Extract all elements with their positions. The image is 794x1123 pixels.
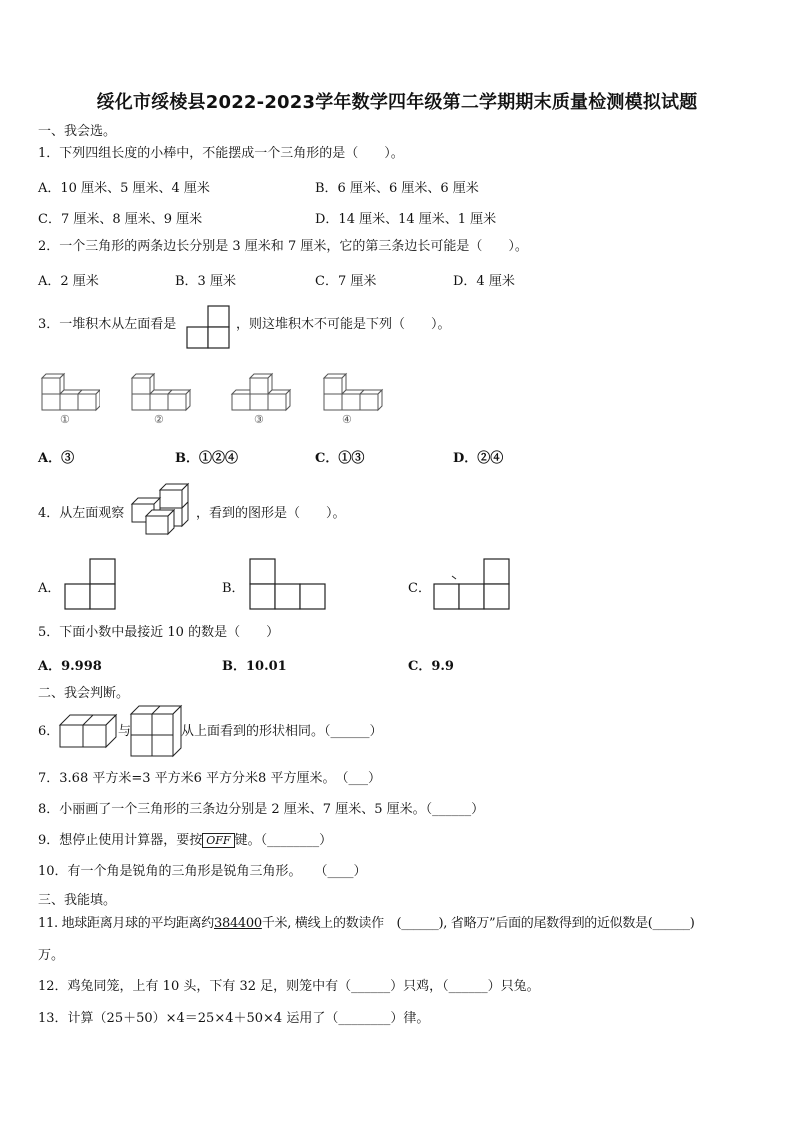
- question-10: 10．有一个角是锐角的三角形是锐角三角形。 （____）: [38, 864, 367, 879]
- page-title: 绥化市绥棱县2022-2023学年数学四年级第二学期期末质量检测模拟试题: [96, 92, 698, 113]
- q1-option-c[interactable]: C．7 厘米、8 厘米、9 厘米: [38, 212, 203, 227]
- figure-3-label: ③: [254, 413, 264, 426]
- q1-option-d[interactable]: D．14 厘米、14 厘米、1 厘米: [315, 212, 497, 227]
- question-9-suffix: 键。（________）: [234, 833, 333, 848]
- question-11-suffix: 千米, 横线上的数读作 (______), 省略万”后面的尾数得到的近似数是(______): [261, 916, 695, 931]
- q4-option-a[interactable]: A．: [38, 581, 61, 596]
- question-9: [38, 832, 332, 850]
- question-2: 2．一个三角形的两条边长分别是 3 厘米和 7 厘米，它的第三条边长可能是（ ）。: [38, 239, 528, 254]
- q5-option-c[interactable]: C．9.9: [408, 659, 454, 674]
- question-8: 8．小丽画了一个三角形的三条边分别是 2 厘米、7 厘米、5 厘米。（______）: [38, 802, 485, 817]
- question-7: 7．3.68 平方米=3 平方米6 平方分米8 平方厘米。 （___）: [38, 771, 381, 786]
- section-heading-1: 一、我会选。: [38, 124, 117, 139]
- question-3-suffix: ，则这堆积木不可能是下列（ ）。: [236, 317, 451, 332]
- question-4-suffix: ，看到的图形是（ ）。: [196, 506, 346, 521]
- left-view-figure-icon: [186, 305, 232, 349]
- block-figure-3-icon: [228, 370, 294, 426]
- question-11-prefix: 11. 地球距离月球的平均距离约: [38, 916, 215, 931]
- section-heading-2: 二、我会判断。: [38, 686, 130, 701]
- question-11-number: 384400: [214, 916, 262, 931]
- q5-option-a[interactable]: A．9.998: [38, 659, 102, 674]
- question-6-connector: 与: [118, 724, 132, 739]
- figure-4-label: ④: [342, 413, 352, 426]
- q4-option-c-figure-icon[interactable]: [432, 558, 512, 610]
- q1-option-b[interactable]: B．6 厘米、6 厘米、6 厘米: [315, 181, 479, 196]
- cube-stack-figure-icon: [130, 482, 194, 544]
- question-6-number: 6．: [38, 724, 60, 739]
- q4-option-a-figure-icon[interactable]: [64, 558, 118, 610]
- q4-option-b-figure-icon[interactable]: [249, 558, 327, 610]
- q3-option-b[interactable]: B．①②④: [175, 451, 238, 466]
- question-6-suffix: 从上面看到的形状相同。（______）: [181, 724, 383, 739]
- question-11-tail: 万。: [38, 948, 65, 963]
- q2-option-a[interactable]: A．2 厘米: [38, 274, 99, 289]
- q4-option-b[interactable]: B．: [222, 581, 245, 596]
- off-key-icon: OFF: [202, 833, 234, 848]
- q3-option-c[interactable]: C．①③: [315, 451, 365, 466]
- tall-blocks-figure-icon: [129, 704, 183, 758]
- block-figure-2-icon: [128, 370, 194, 426]
- block-figure-1-icon: [38, 370, 100, 426]
- q3-option-a[interactable]: A．③: [38, 451, 75, 466]
- question-5: 5．下面小数中最接近 10 的数是（ ）: [38, 625, 280, 640]
- question-11: [38, 915, 695, 933]
- q3-option-d[interactable]: D．②④: [453, 451, 504, 466]
- q4-option-c[interactable]: C．: [408, 581, 431, 596]
- figure-2-label: ②: [154, 413, 164, 426]
- figure-1-label: ①: [60, 413, 70, 426]
- q5-option-b[interactable]: B．10.01: [222, 659, 287, 674]
- section-heading-3: 三、我能填。: [38, 893, 117, 908]
- question-13: 13．计算（25＋50）×4＝25×4＋50×4 运用了（________）律。: [38, 1011, 430, 1026]
- question-1: 1．下列四组长度的小棒中，不能摆成一个三角形的是（ ）。: [38, 146, 404, 161]
- q2-option-c[interactable]: C．7 厘米: [315, 274, 377, 289]
- q2-option-d[interactable]: D．4 厘米: [453, 274, 515, 289]
- q2-option-b[interactable]: B．3 厘米: [175, 274, 236, 289]
- flat-blocks-figure-icon: [58, 711, 118, 751]
- q1-option-a[interactable]: A．10 厘米、5 厘米、4 厘米: [38, 181, 210, 196]
- question-12: 12．鸡兔同笼，上有 10 头，下有 32 足，则笼中有（______）只鸡，（______）只兔。: [38, 979, 540, 994]
- question-3-prefix: 3．一堆积木从左面看是: [38, 317, 177, 332]
- block-figure-4-icon: [320, 370, 386, 426]
- question-4-prefix: 4．从左面观察: [38, 506, 125, 521]
- question-9-prefix: 9．想停止使用计算器，要按: [38, 833, 203, 848]
